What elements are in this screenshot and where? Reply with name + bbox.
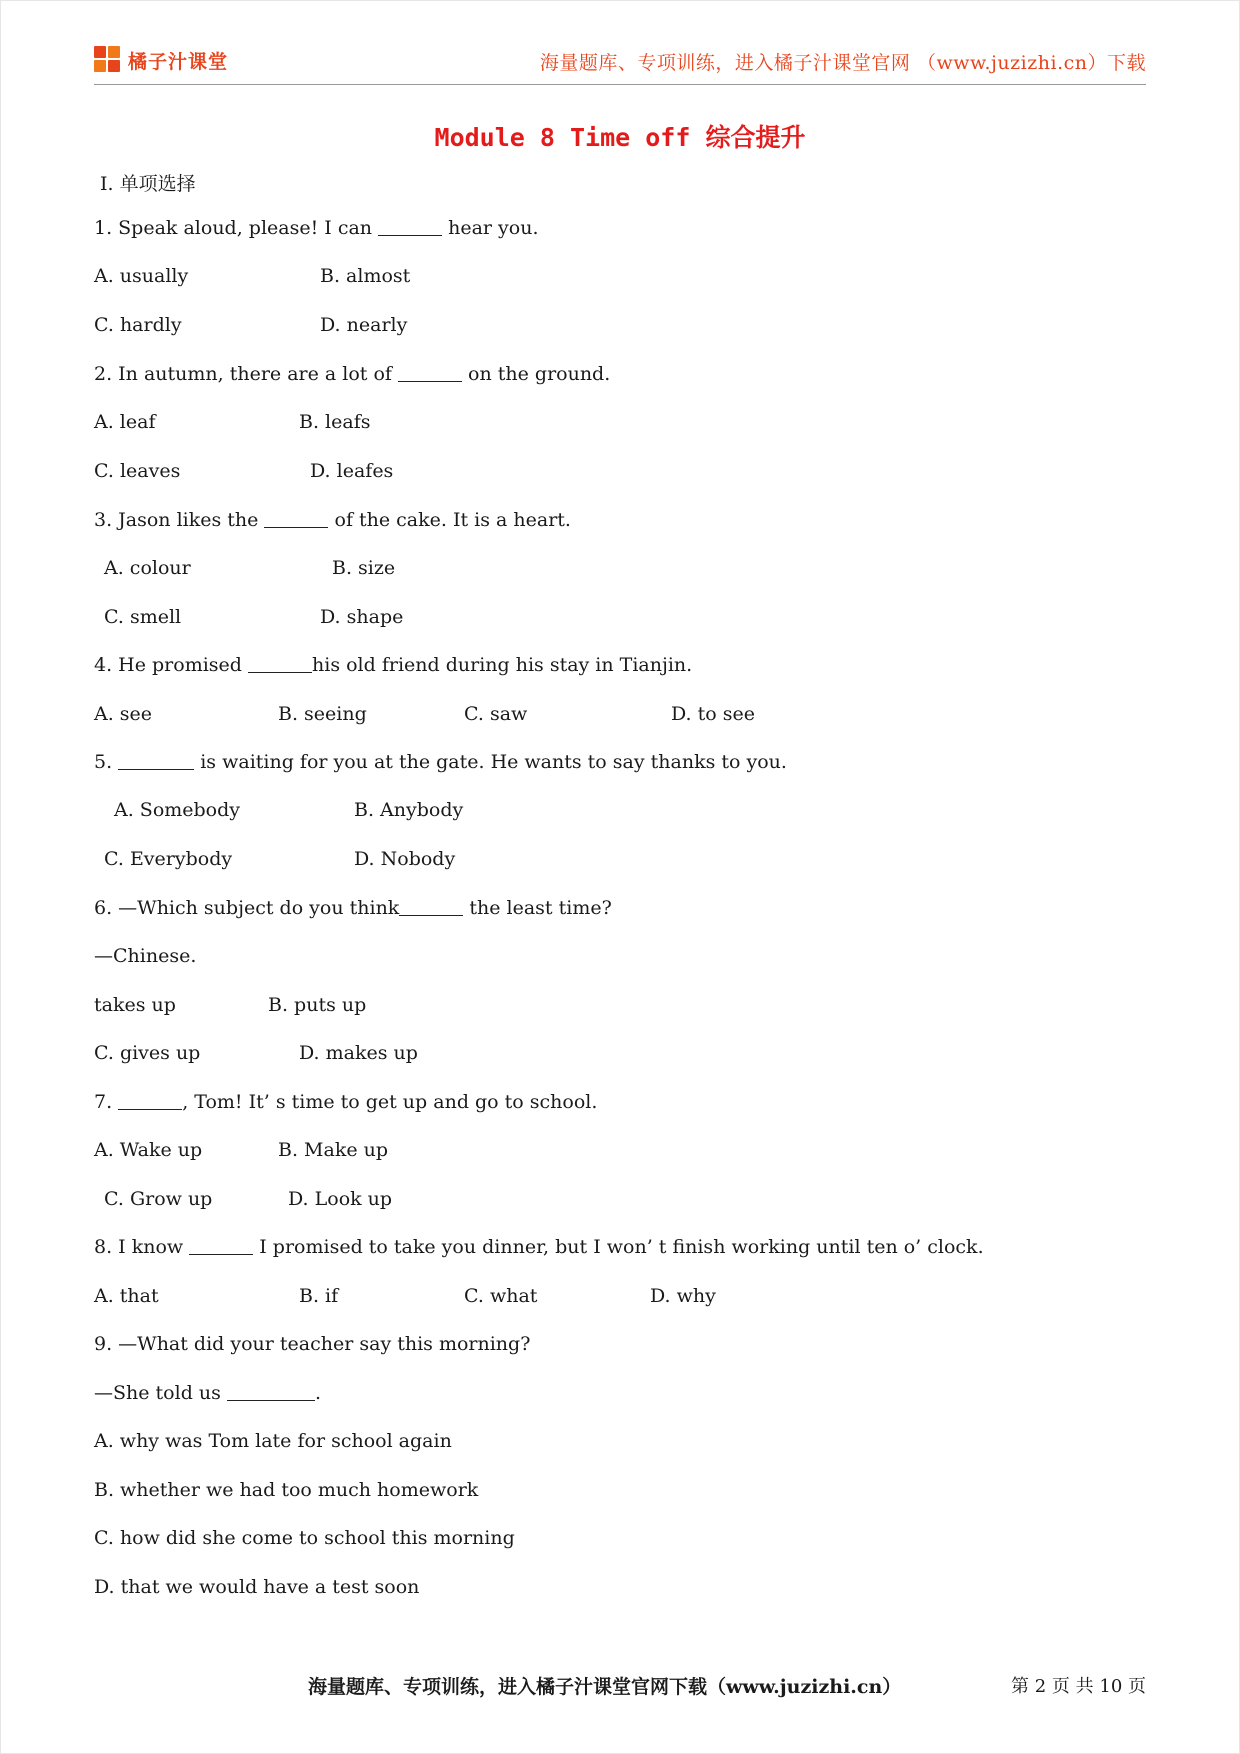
option: A. why was Tom late for school again [94,1430,452,1452]
option: B. whether we had too much homework [94,1479,479,1501]
option: D. leafes [310,460,394,482]
question-4-stem: 4. He promised his old friend during his stay in Tianjin. [94,654,693,676]
option: D. to see [671,703,755,725]
footer-slogan: 海量题库、专项训练，进入橘子汁课堂官网下载（www.juzizhi.cn） [308,1676,902,1698]
option: D. nearly [320,314,408,336]
page-number: 第 2 页 共 10 页 [1011,1676,1146,1697]
logo-text: 橘子汁课堂 [128,50,229,73]
answer-blank [227,1382,315,1401]
option: A. see [94,703,153,725]
option: C. smell [104,606,182,628]
answer-blank [399,897,463,916]
question-3-stem: 3. Jason likes the of the cake. It is a heart. [94,509,571,531]
option: A. Wake up [94,1139,203,1161]
option: D. makes up [299,1042,418,1064]
option: C. how did she come to school this morning [94,1527,515,1549]
answer-blank [118,1091,182,1110]
page-footer [0,1672,1240,1702]
option: D. Nobody [354,848,456,870]
option: C. what [464,1285,538,1307]
question-6-stem: 6. —Which subject do you think the least time? [94,897,612,919]
page-header [94,42,1146,86]
option: C. hardly [94,314,182,336]
option: D. shape [320,606,404,628]
option: B. almost [320,265,411,287]
option: C. Everybody [104,848,233,870]
option: D. why [650,1285,716,1307]
option: B. seeing [278,703,367,725]
question-2-stem: 2. In autumn, there are a lot of on the ground. [94,363,611,385]
question-7-stem: 7. , Tom! It’ s time to get up and go to school. [94,1091,598,1113]
option: B. if [299,1285,339,1307]
option: takes up [94,994,176,1016]
option: B. puts up [268,994,367,1016]
logo-icon [94,46,122,74]
logo [94,46,228,74]
question-1-stem: 1. Speak aloud, please! I can hear you. [94,217,539,239]
section-heading: Ⅰ. 单项选择 [100,173,196,195]
answer-blank [248,654,312,673]
option: B. size [332,557,396,579]
option: A. leaf [94,411,156,433]
option: A. Somebody [114,799,241,821]
option: B. Anybody [354,799,464,821]
header-divider [94,84,1146,85]
option: A. colour [104,557,191,579]
answer-blank [378,217,442,236]
answer-blank [118,751,194,770]
option: C. leaves [94,460,181,482]
header-slogan: 海量题库、专项训练，进入橘子汁课堂官网 （www.juzizhi.cn）下载 [539,52,1146,74]
option: C. Grow up [104,1188,213,1210]
answer-blank [264,509,328,528]
option: C. gives up [94,1042,201,1064]
option: B. leafs [299,411,371,433]
answer-blank [189,1236,253,1255]
question-8-stem: 8. I know I promised to take you dinner, but I won’ t finish working until ten o’ clock. [94,1236,984,1258]
option: C. saw [464,703,528,725]
option: A. usually [94,265,189,287]
option: B. Make up [278,1139,389,1161]
question-9-reply: —She told us . [94,1382,321,1404]
question-9-stem: 9. —What did your teacher say this morning? [94,1333,531,1355]
page-title: Module 8 Time off 综合提升 [434,123,806,152]
question-5-stem: 5. is waiting for you at the gate. He wants to say thanks to you. [94,751,787,773]
option: D. Look up [288,1188,393,1210]
option: A. that [94,1285,159,1307]
answer-blank [398,363,462,382]
question-6-reply: —Chinese. [94,945,197,967]
option: D. that we would have a test soon [94,1576,420,1598]
